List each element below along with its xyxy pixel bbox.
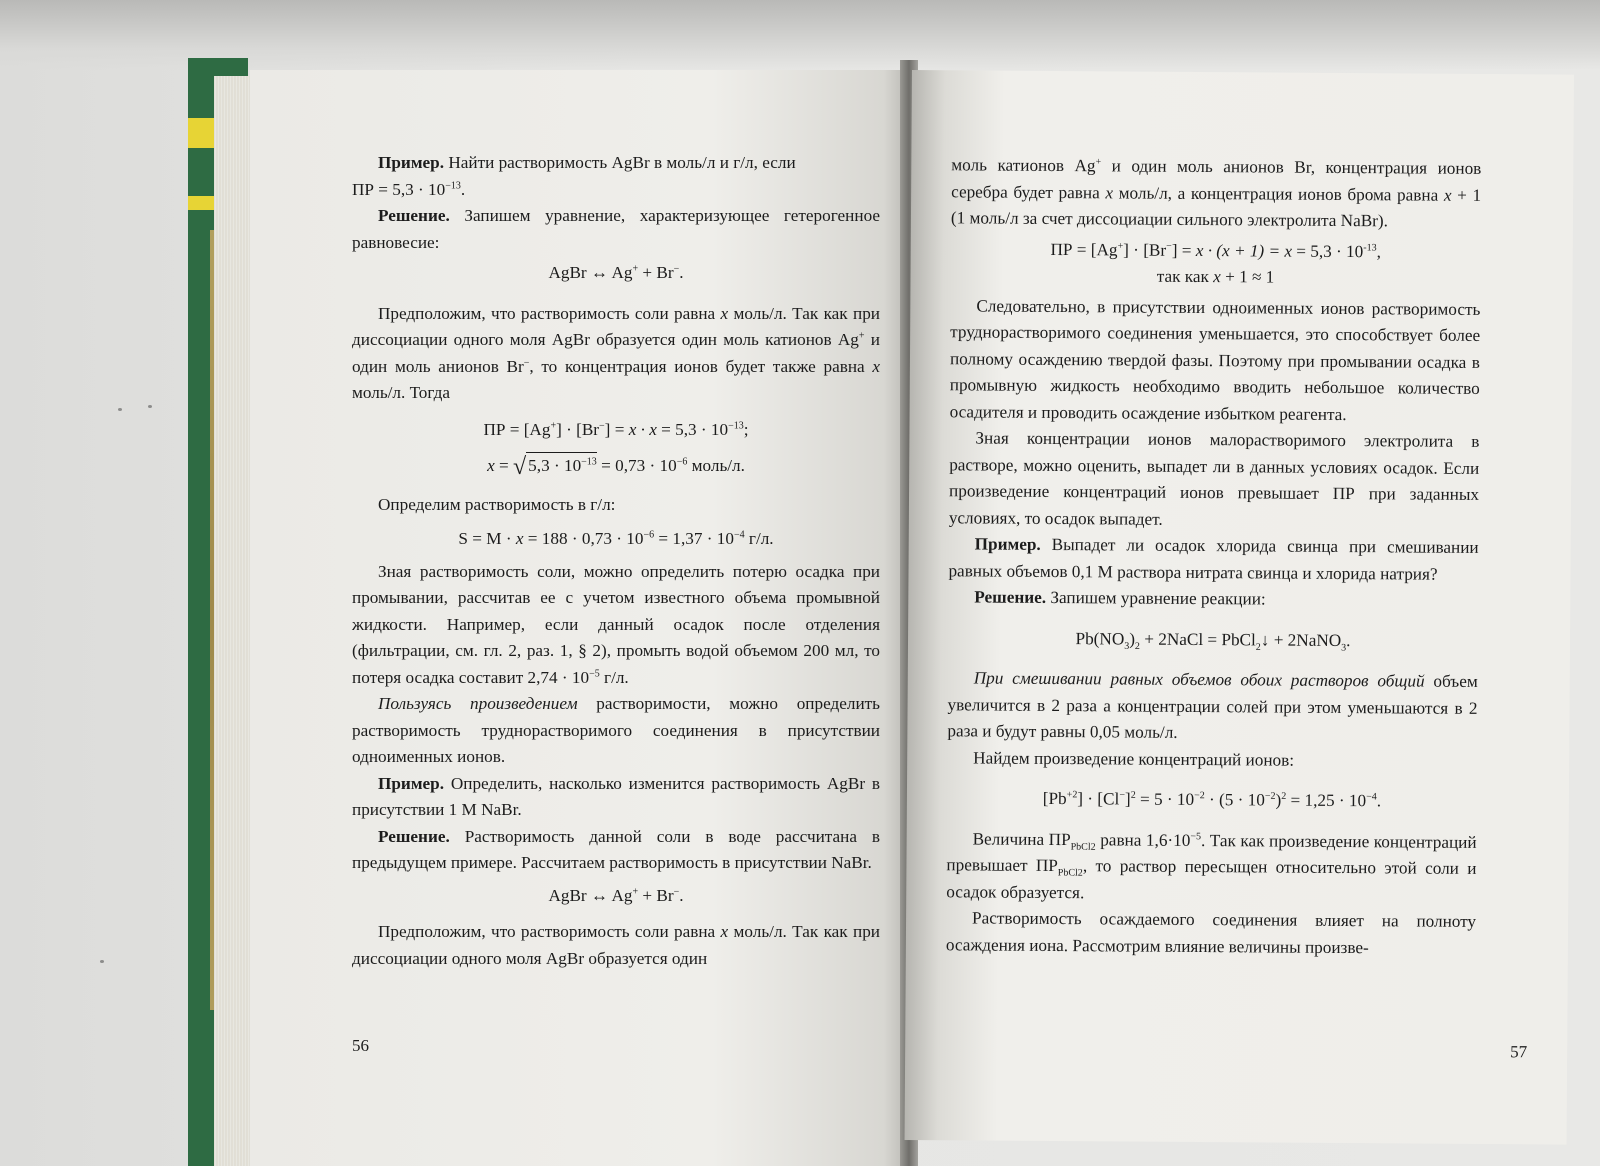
scan-speck [118, 408, 122, 411]
equation: ПР = $[Ag^+] \cdot [Br^-] = x \cdot x = 5,3 \cdot 10^{-13}$; [483, 419, 749, 439]
page-number: 57 [1510, 1042, 1528, 1062]
radical-sign: √ [513, 454, 527, 480]
right-page-text [946, 152, 1482, 962]
right-page [905, 70, 1574, 1145]
left-page [250, 70, 910, 1166]
paragraph: Решение. Запишем уравнение, характеризующее гетерогенное равновесие: [352, 206, 880, 252]
paragraph: Растворимость осаждаемого соединения влияет на полноту осаждения иона. Рассмотрим влияние величины произве- [945, 908, 1477, 957]
equation: x = √ $5,3 \cdot 10^{-13} = 0,73 \cdot 10^{-6}$ моль/л. [487, 454, 745, 480]
equation: $[Pb^{+2}] \cdot [Cl^-]^2 = 5 \cdot 10^{-2} \cdot (5 \cdot 10^{-2})^2 = 1,25 \cdot 10^{-4}$. [1042, 788, 1382, 811]
paragraph: Зная растворимость соли, можно определить потерю осадка при промывании, рассчитав ее с учетом известного объема промывной жидкости. Например, если данный осадок после отделения (фильтрации, см. гл. 2, раз. 1, § 2), промыть водой объемом 200 мл, то потеря осадка составит $2,74 \cdot 10^{-5}$ г/л. [352, 561, 880, 687]
scan-speck [148, 405, 152, 408]
paragraph: Пример. Выпадет ли осадок хлорида свинца при смешивании равных объемов 0,1 M раствора нитрата свинца и хлорида натрия? [948, 534, 1479, 584]
paragraph: Предположим, что растворимость соли равна x моль/л. Так как при диссоциации одного моля AgBr образуется один [352, 922, 880, 968]
radicand: $5,3 \cdot 10^{-13}$ [526, 452, 597, 480]
equation: $S = M \cdot x = 188 \cdot 0,73 \cdot 10^{-6} = 1,37 \cdot 10^{-4}$ г/л. [458, 529, 774, 548]
cover-stripe [188, 118, 214, 148]
paragraph: Решение. Запишем уравнение реакции: [974, 587, 1266, 609]
paragraph: Определим растворимость в г/л: [378, 494, 616, 514]
paragraph: Решение. Растворимость данной соли в воде рассчитана в предыдущем примере. Рассчитаем растворимость в присутствии NaBr. [352, 826, 880, 872]
paragraph: Пример. Определить, насколько изменится растворимость AgBr в присутствии 1 M NaBr. [352, 773, 880, 819]
paragraph: Следовательно, в присутствии одноименных ионов растворимость труднорастворимого соединения уменьшается, это способствует более полному осаждению твердой фазы. Поэтому при промывании осадка в промывную жидкость необходимо вводить небольшое количество осадителя и проводить осаждение избытком реагента. [949, 295, 1481, 424]
paragraph: Пример. Найти растворимость AgBr в моль/л и г/л, если ПР = $5,3 \cdot 10^{-13}$. [352, 153, 796, 199]
paragraph: Предположим, что растворимость соли равна x моль/л. Так как при диссоциации одного моля AgBr образуется один моль катионов Ag+ и один моль анионов Br−, то концентрация ионов будет также равна x моль/л. Тогда [352, 303, 881, 402]
equation: AgBr ↔ Ag+ + Br−. [548, 263, 684, 282]
scan-speck [100, 960, 104, 963]
page-number: 56 [352, 1036, 369, 1055]
paragraph: Величина $ПР_{PbCl2}$ равна $1,6\cdot 10^{-5}$. Так как произведение концентраций превышает $ПР_{PbCl2}$, то раствор пересыщен относительно этой соли и осадок образуется. [946, 828, 1477, 902]
equation: $Pb(NO_3)_2$ + 2NaCl = PbCl$_2$↓ + 2NaNO$_3$. [1075, 628, 1351, 653]
paragraph: моль катионов Ag+ и один моль анионов Br, концентрация ионов серебра будет равна x моль/л, а концентрация ионов брома равна x + 1 (1 моль/л за счет диссоциации сильного электролита NaBr). [950, 155, 1482, 231]
cover-stripe-2 [188, 196, 214, 210]
equation: AgBr ↔ Ag+ + Br−. [548, 885, 684, 905]
paragraph: Пользуясь произведением растворимости, можно определить растворимость труднорастворимого соединения в присутствии одноименных ионов. [352, 694, 880, 766]
left-page-text [352, 150, 880, 972]
equation: ПР = $[Ag^+] \cdot [Br^-] = x \cdot (x + 1) = x = 5,3 \cdot 10^{-13}$, так как x + 1 ≈ 1 [1050, 239, 1381, 287]
paragraph: При смешивании равных объемов обоих растворов общий объем увеличится в 2 раза а концентрации солей при этом уменьшаются в 2 раза и будут равны 0,05 моль/л. [947, 668, 1478, 742]
paragraph: Найдем произведение концентраций ионов: [973, 747, 1295, 770]
paragraph: Зная концентрации ионов малорастворимого электролита в растворе, можно оценить, выпадет ли в данных условиях осадок. Если произведение концентраций ионов превышает ПР при заданных условиях, то осадок выпадет. [948, 428, 1480, 529]
